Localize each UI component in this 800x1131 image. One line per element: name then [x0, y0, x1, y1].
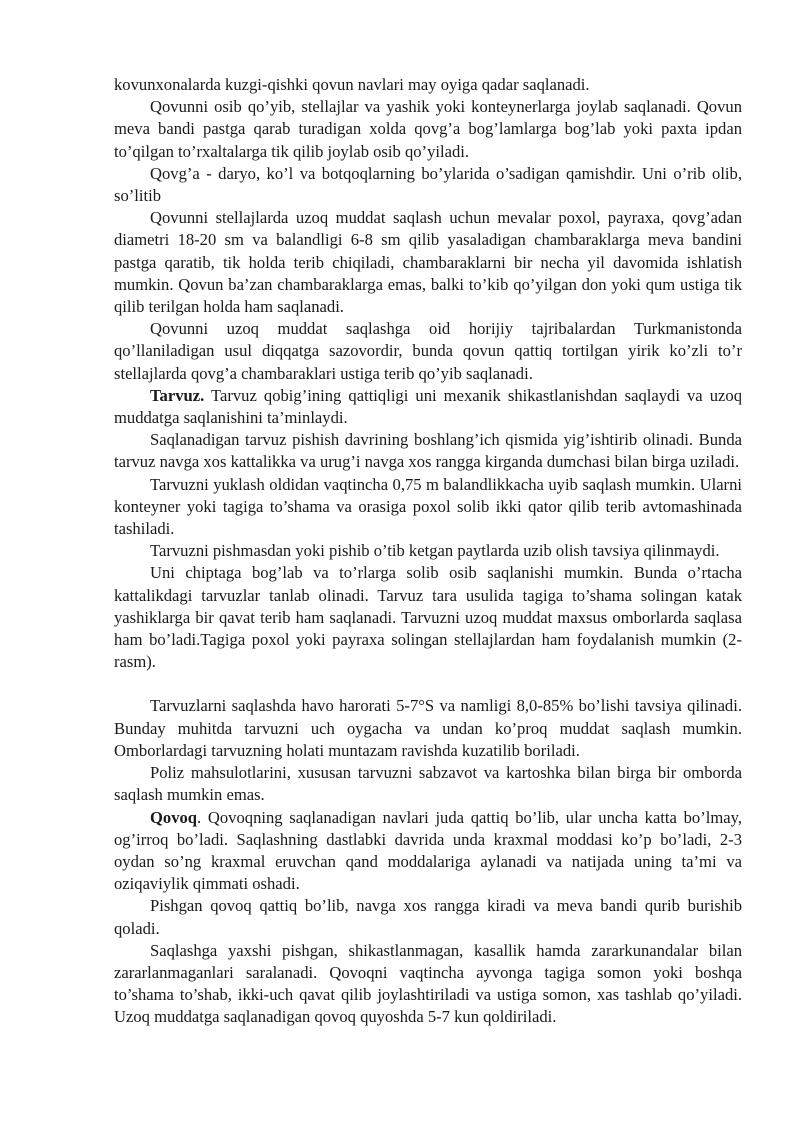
paragraph-text: Pishgan qovoq qattiq bo’lib, navga xos rangga kiradi va meva bandi qurib burishib qoladi. [114, 896, 742, 938]
paragraph-qovoq [114, 807, 742, 896]
paragraph-text: kovunxonalarda kuzgi-qishki qovun navlari may oyiga qadar saqlanadi. [114, 75, 590, 94]
paragraph [114, 762, 742, 806]
paragraph-text: . Qovoqning saqlanadigan navlari juda qattiq bo’lib, ular uncha katta bo’lmay, og’irroq bo’ladi. Saqlashning dastlabki davrida unda kraxmal moddasi ko’p bo’ladi, 2-3 oydan so’ng kraxmal eruvchan qand moddalariga aylanadi va natijada uning ta’mi va oziqaviylik qimmati oshadi. [114, 807, 742, 894]
paragraph [114, 895, 742, 939]
paragraph [114, 163, 742, 207]
paragraph-text: Saqlanadigan tarvuz pishish davrining boshlang’ich qismida yig’ishtirib olinadi. Bunda tarvuz navga xos kattalikka va urug’i navga xos rangga kirganda dumchasi bilan birga uziladi. [114, 430, 742, 472]
paragraph-text: Saqlashga yaxshi pishgan, shikastlanmagan, kasallik hamda zararkunandalar bilan zararlanmaganlari saralanadi. Qovoqni vaqtincha ayvonga tagiga somon yoki boshqa to’shama to’shab, ikki-uch qavat qilib joylashtiriladi va ustiga somon, xas tashlab qo’yiladi. Uzoq muddatga saqlanadigan qovoq quyoshda 5-7 kun qoldiriladi. [114, 940, 742, 1027]
paragraph [114, 429, 742, 473]
paragraph-text: Tarvuzni pishmasdan yoki pishib o’tib ketgan paytlarda uzib olish tavsiya qilinmaydi. [150, 541, 720, 561]
paragraph-text: Poliz mahsulotlarini, xususan tarvuzni sabzavot va kartoshka bilan birga bir omborda saqlash mumkin emas. [114, 763, 742, 805]
paragraph [114, 562, 742, 673]
paragraph-text: Qovunni stellajlarda uzoq muddat saqlash uchun mevalar poxol, payraxa, qovg’adan diametri 18-20 sm va balandligi 6-8 sm qilib yasaladigan chambaraklarga meva bandini pastga qaratib, tik holda terib chiqiladi, chambaraklarni bir necha yil davomida ishlatish mumkin. Qovun ba’zan chambaraklarga emas, balki to’kib qo’yilgan don yoki qum ustiga tik qilib terilgan holda ham saqlanadi. [114, 208, 742, 317]
paragraph [114, 940, 742, 1029]
paragraph [114, 207, 742, 318]
paragraph-text: Tarvuz qobig’ining qattiqligi uni mexanik shikastlanishdan saqlaydi va uzoq muddatga saqlanishini ta’minlaydi. [114, 385, 742, 428]
paragraph [114, 96, 742, 163]
document-page [114, 74, 742, 1029]
paragraph-text: Qovunni uzoq muddat saqlashga oid horijiy tajribalardan Turkmanistonda qo’llaniladigan usul diqqatga sazovordir, bunda qovun qattiq tortilgan yirik ko’zli to’r stellajlarda qovg’a chambaraklari ustiga terib qo’yib saqlanadi. [114, 319, 742, 383]
paragraph-text: Qovg’a - daryo, ko’l va botqoqlarning bo’ylarida o’sadigan qamishdir. Uni o’rib olib, so’litib [114, 163, 742, 206]
paragraph-text: Uni chiptaga bog’lab va to’rlarga solib osib saqlanishi mumkin. Bunda o’rtacha kattalikdagi tarvuzlar tanlab olinadi. Tarvuz tara usulida tagiga to’shama solingan katak yashiklarga bir qavat terib ham saqlanadi. Tarvuzni uzoq muddat maxsus omborlarda saqlasa ham bo’ladi.Tagiga poxol yoki payraxa solingan stellajlardan ham foydalanish mumkin (2-rasm). [114, 563, 742, 672]
paragraph [114, 540, 742, 562]
paragraph [114, 695, 742, 762]
section-heading-qovoq: Qovoq [150, 807, 198, 827]
paragraph-text: Qovunni osib qo’yib, stellajlar va yashik yoki konteynerlarga joylab saqlanadi. Qovun meva bandi pastga qarab turadigan xolda qovg’a bog’lamlarga bog’lab yoki paxta ipdan to’qilgan to’rxaltalarga tik qilib joylab osib qo’yiladi. [114, 97, 742, 161]
paragraph [114, 474, 742, 541]
section-heading-tarvuz: Tarvuz. [150, 385, 205, 405]
paragraph [114, 318, 742, 385]
paragraph-tarvuz [114, 385, 742, 429]
paragraph-text: Tarvuzlarni saqlashda havo harorati 5-7°S va namligi 8,0-85% bo’lishi tavsiya qilinadi. Bunday muhitda tarvuzni uch oygacha va undan ko’proq muddat saqlash mumkin. Omborlardagi tarvuzning holati muntazam ravishda kuzatilib boriladi. [114, 696, 742, 760]
paragraph [114, 74, 742, 96]
paragraph-text: Tarvuzni yuklash oldidan vaqtincha 0,75 m balandlikkacha uyib saqlash mumkin. Ularni konteyner yoki tagiga to’shama va orasiga poxol solib ikki qator qilib terib avtomashinada tashiladi. [114, 474, 742, 539]
